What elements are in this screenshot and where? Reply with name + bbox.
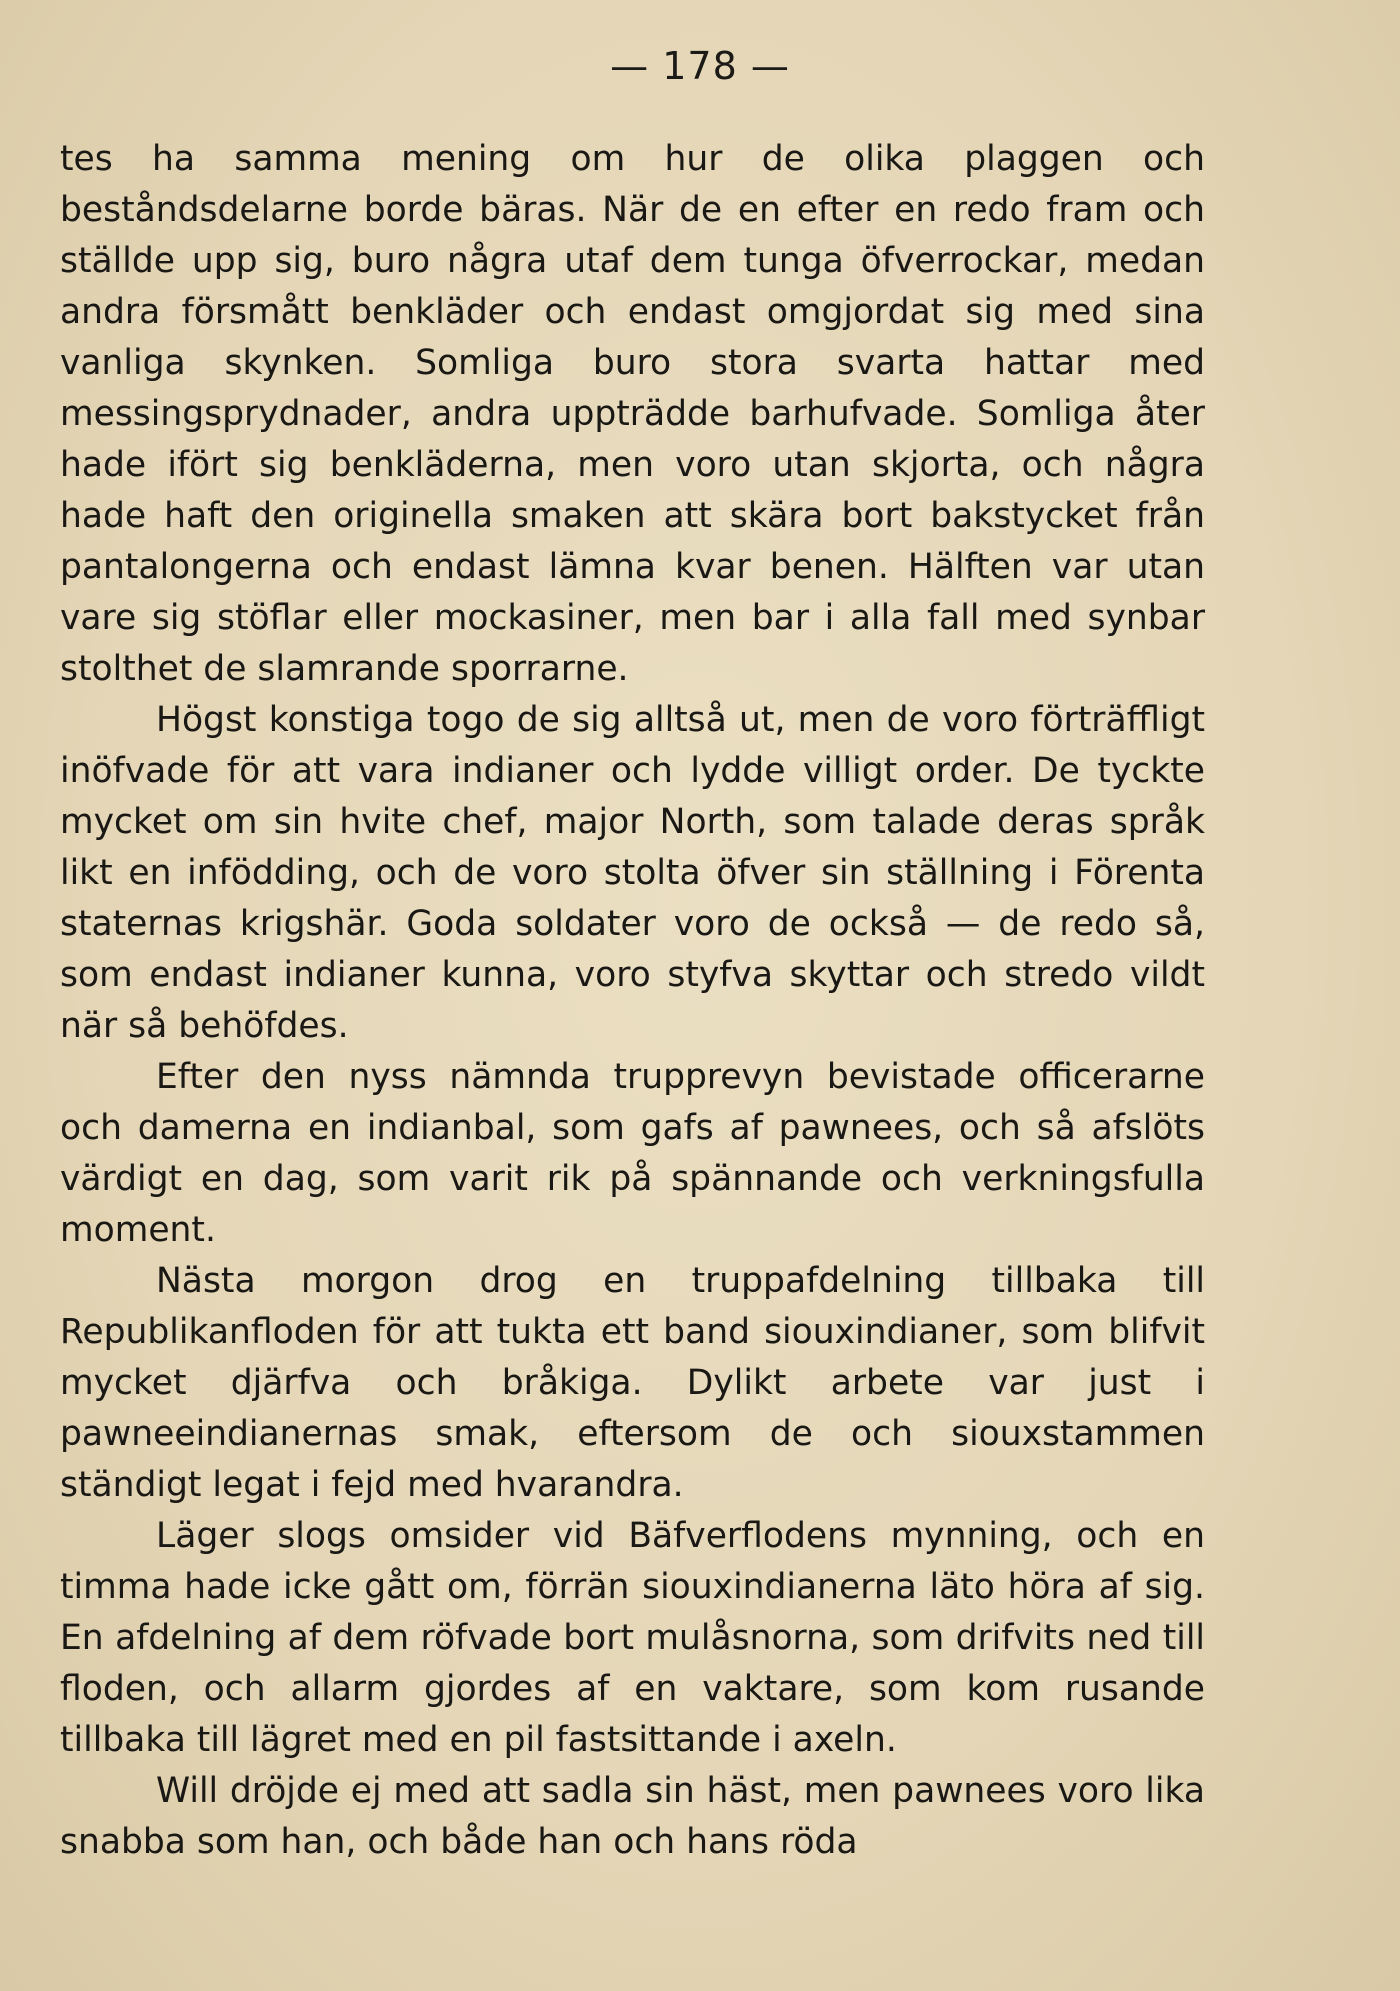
paragraph-continuation: tes ha samma mening om hur de olika plaggen och beståndsdelarne borde bäras. När de en efter en redo fram och ställde upp sig, buro några utaf dem tunga öfverrockar, medan andra försmått benkläder och endast omgjordat sig med sina vanliga skynken. Somliga buro stora svarta hattar med messingsprydnader, andra uppträdde barhufvade. Somliga åter hade ifört sig benkläderna, men voro utan skjorta, och några hade haft den originella smaken att skära bort bakstycket från pantalongerna och endast lämna kvar benen. Hälften var utan vare sig stöflar eller mockasiner, men bar i alla fall med synbar stolthet de slamrande sporrarne. <box>60 139 1205 689</box>
page-number: — 178 — <box>610 44 790 88</box>
paragraph: Efter den nyss nämnda trupprevyn bevistade officerarne och damerna en indianbal, som gafs af pawnees, och så afslöts värdigt en dag, som varit rik på spännande och verkningsfulla moment. <box>60 1057 1205 1250</box>
paragraph: Nästa morgon drog en truppafdelning tillbaka till Republikanfloden för att tukta ett band siouxindianer, som blifvit mycket djärfva och bråkiga. Dylikt arbete var just i pawneeindianernas smak, eftersom de och siouxstammen ständigt legat i fejd med hvarandra. <box>60 1261 1205 1505</box>
body-text <box>60 134 1205 1868</box>
paragraph: Läger slogs omsider vid Bäfverflodens mynning, och en timma hade icke gått om, förrän siouxindianerna läto höra af sig. En afdelning af dem röfvade bort mulåsnorna, som drifvits ned till floden, och allarm gjordes af en vaktare, som kom rusande tillbaka till lägret med en pil fastsittande i axeln. <box>60 1516 1205 1760</box>
paragraph: Will dröjde ej med att sadla sin häst, men pawnees voro lika snabba som han, och både han och hans röda <box>60 1771 1205 1862</box>
paragraph: Högst konstiga togo de sig alltså ut, men de voro förträffligt inöfvade för att vara indianer och lydde villigt order. De tyckte mycket om sin hvite chef, major North, som talade deras språk likt en infödding, och de voro stolta öfver sin ställning i Förenta staternas krigshär. Goda soldater voro de också — de redo så, som endast indianer kunna, voro styfva skyttar och stredo vildt när så behöfdes. <box>60 700 1205 1046</box>
